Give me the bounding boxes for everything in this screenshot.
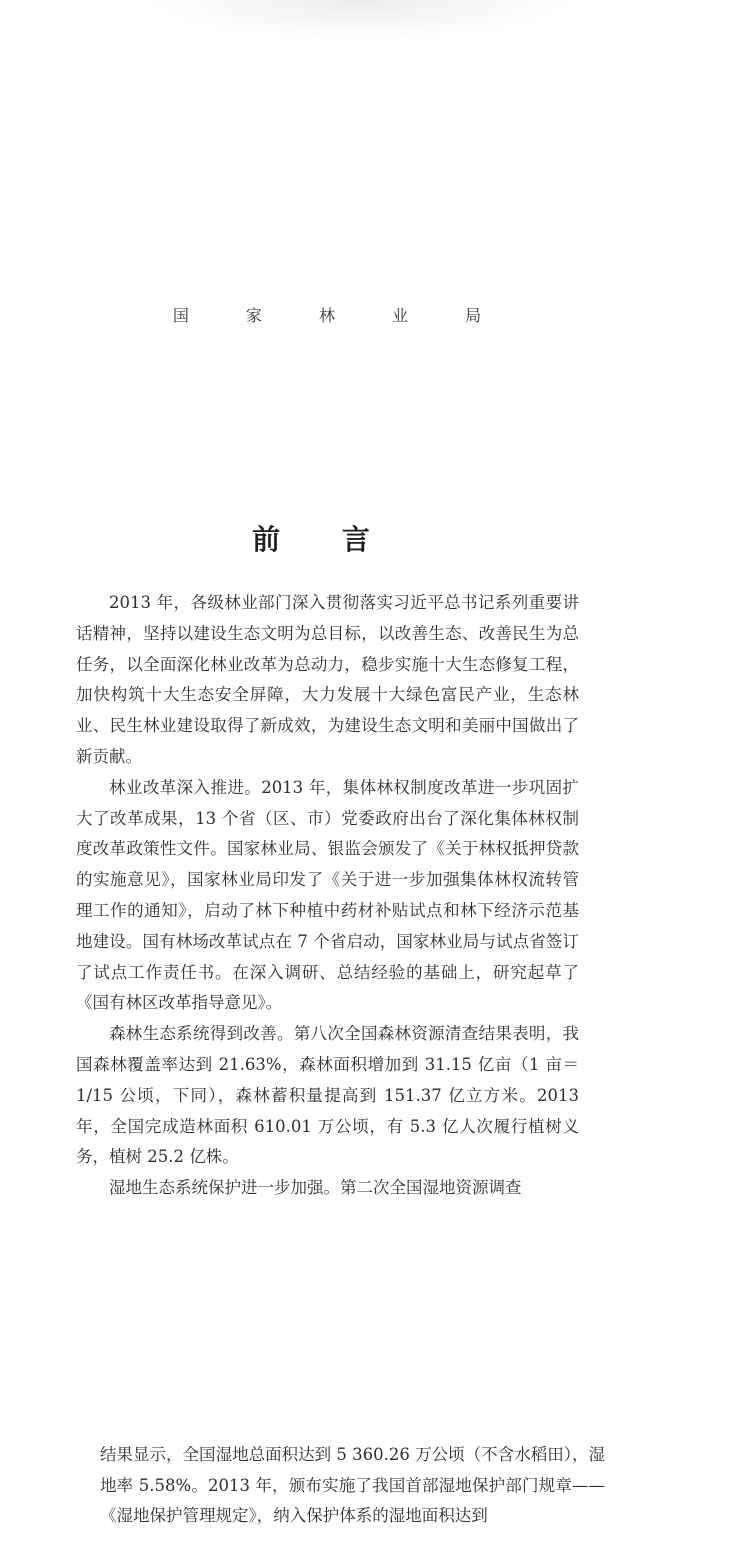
scan-shadow: [150, 0, 570, 40]
publisher-signature: 国 家 林 业 局: [172, 306, 508, 325]
paragraph-wetland-continued: 结果显示，全国湿地总面积达到 5 360.26 万公顷（不含水稻田），湿地率 5.58%。2013 年，颁布实施了我国首部湿地保护部门规章——《湿地保护管理规定》，纳入保护体系的湿地面积达到: [100, 1445, 605, 1525]
paragraph-intro: 2013 年，各级林业部门深入贯彻落实习近平总书记系列重要讲话精神，坚持以建设生态文明为总目标，以改善生态、改善民生为总任务，以全面深化林业改革为总动力，稳步实施十大生态修复工程，加快构筑十大生态安全屏障，大力发展十大绿色富民产业，生态林业、民生林业建设取得了新成效，为建设生态文明和美丽中国做出了新贡献。: [76, 593, 579, 766]
paragraph-wetland-start: 湿地生态系统保护进一步加强。第二次全国湿地资源调查: [109, 1178, 522, 1198]
preface-body: [76, 588, 579, 1204]
paragraph-forest-ecosystem: 森林生态系统得到改善。第八次全国森林资源清查结果表明，我国森林覆盖率达到 21.63%，森林面积增加到 31.15 亿亩（1 亩＝ 1/15 公顷，下同），森林蓄积量提高到 151.37 亿立方米。2013 年，全国完成造林面积 610.01 万公顷，有 5.3 亿人次履行植树义务，植树 25.2 亿株。: [76, 1024, 579, 1167]
paragraph-forestry-reform: 林业改革深入推进。2013 年，集体林权制度改革进一步巩固扩大了改革成果，13 个省（区、市）党委政府出台了深化集体林权制度改革政策性文件。国家林业局、银监会颁发了《关于林权抵押贷款的实施意见》，国家林业局印发了《关于进一步加强集体林权流转管理工作的通知》，启动了林下种植中药材补贴试点和林下经济示范基地建设。国有林场改革试点在 7 个省启动，国家林业局与试点省签订了试点工作责任书。在深入调研、总结经验的基础上，研究起草了《国有林区改革指导意见》。: [76, 777, 579, 1013]
next-page-continuation: [100, 1440, 605, 1532]
preface-title: 前 言: [252, 523, 396, 556]
